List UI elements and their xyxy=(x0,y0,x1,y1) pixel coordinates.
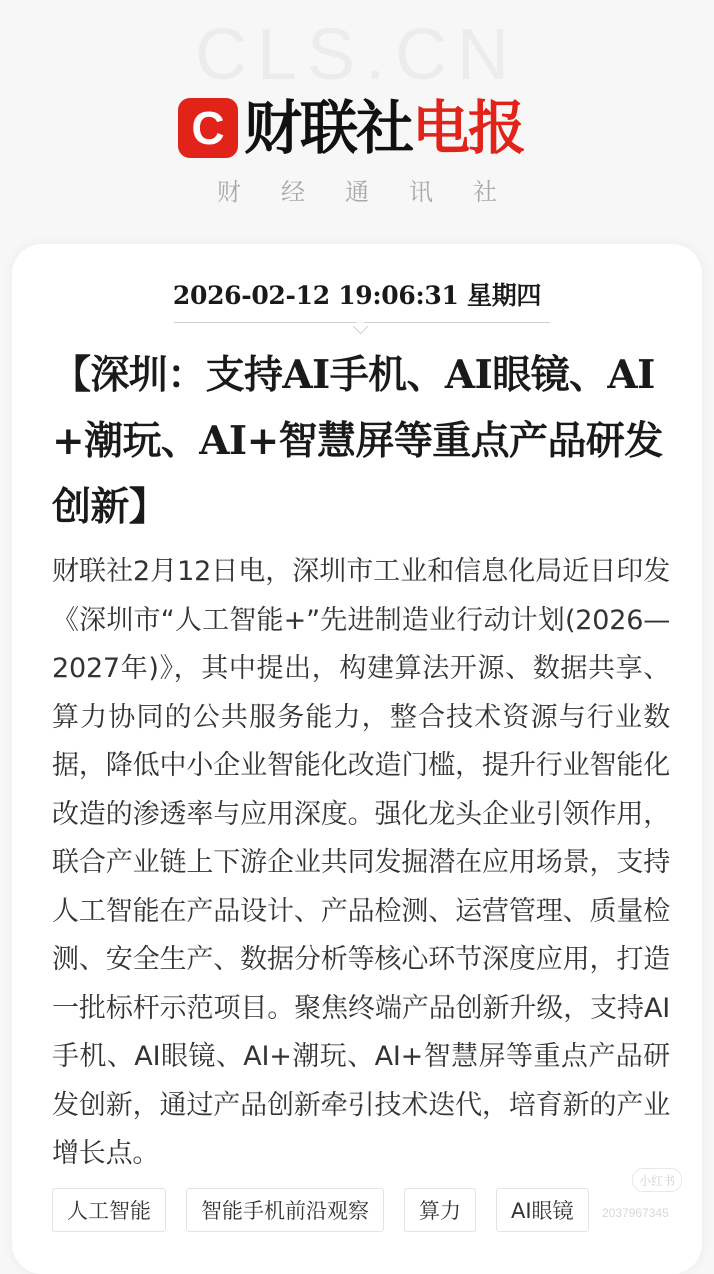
brand-name-red: 电报 xyxy=(412,94,525,162)
tag-list xyxy=(52,1188,609,1232)
cls-logo xyxy=(178,96,524,160)
tag-ai-glasses[interactable]: AI眼镜 xyxy=(496,1188,589,1232)
tag-smartphone-frontier[interactable]: 智能手机前沿观察 xyxy=(186,1188,384,1232)
article-body: 财联社2月12日电，深圳市工业和信息化局近日印发《深圳市“人工智能+”先进制造业行动计划(2026—2027年)》，其中提出，构建算法开源、数据共享、算力协同的公共服务能力，整合技术资源与行业数据，降低中小企业智能化改造门槛，提升行业智能化改造的渗透率与应用深度。强化龙头企业引领作用，联合产业链上下游企业共同发掘潜在应用场景，支持人工智能在产品设计、产品检测、运营管理、质量检测、安全生产、数据分析等核心环节深度应用，打造一批标杆示范项目。聚焦终端产品创新升级，支持AI手机、AI眼镜、AI+潮玩、AI+智慧屏等重点产品研发创新，通过产品创新牵引技术迭代，培育新的产业增长点。 xyxy=(52,556,670,1169)
xiaohongshu-watermark: 小红书 xyxy=(632,1168,682,1192)
logo-c-icon: C xyxy=(178,98,238,158)
tag-ai[interactable]: 人工智能 xyxy=(52,1188,166,1232)
article-datetime: 2026-02-12 19:06:31 星期四 xyxy=(172,281,542,310)
watermark-id: 2037967345 xyxy=(602,1206,669,1220)
brand-name xyxy=(244,96,524,160)
brand-name-black: 财联社 xyxy=(244,94,413,162)
article-title: 【深圳：支持AI手机、AI眼镜、AI+潮玩、AI+智慧屏等重点产品研发创新】 xyxy=(52,352,663,530)
cls-watermark: CLS.CN xyxy=(194,15,520,95)
brand-subtitle: 财经通讯社 xyxy=(217,178,537,206)
tag-computing-power[interactable]: 算力 xyxy=(404,1188,476,1232)
